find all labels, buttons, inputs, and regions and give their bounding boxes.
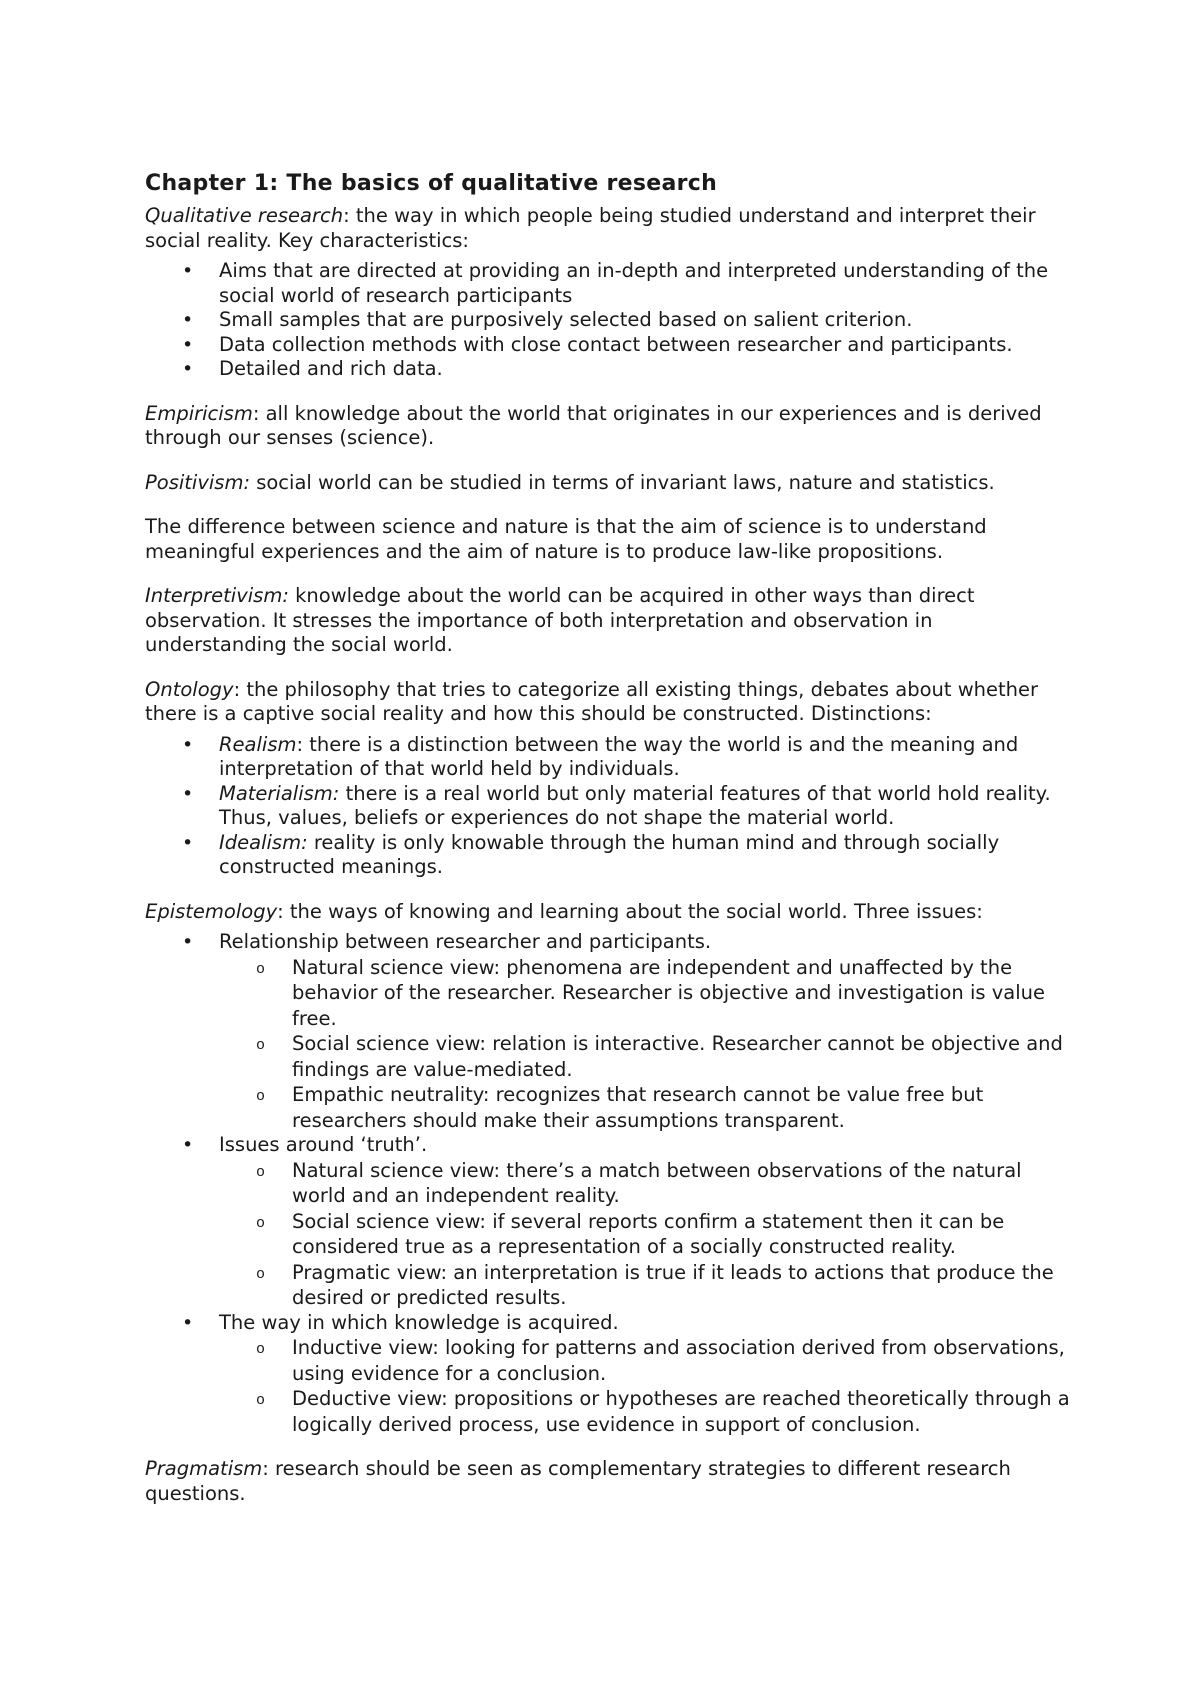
list-item: • Data collection methods with close contact between researcher and participants. bbox=[145, 333, 1075, 358]
interpretivism-definition: Interpretivism: knowledge about the world can be acquired in other ways than direct observation. It stresses the importance of both interpretation and observation in understanding the social world. bbox=[145, 584, 975, 656]
list-item: • Idealism: reality is only knowable through the human mind and through socially constructed meanings. bbox=[145, 831, 1075, 880]
ontology-definition: Ontology: the philosophy that tries to categorize all existing things, debates about whether there is a captive social reality and how this should be constructed. Distinctions: bbox=[145, 677, 1039, 725]
list-item: • The way in which knowledge is acquired. o Inductive view: looking for patterns and association derived from observations, using evidence for a conclusion. o Deductive view: propositions or hypotheses are reached theoretically through a logically derived process, use evidence in support of conclusion. bbox=[145, 1311, 1075, 1438]
chapter-title: Chapter 1: The basics of qualitative research bbox=[145, 171, 718, 196]
sub-list-item: o Social science view: relation is interactive. Researcher cannot be objective and findings are value-mediated. bbox=[145, 1031, 1075, 1082]
qualitative-characteristics-list bbox=[145, 259, 1075, 382]
sub-list-item: o Pragmatic view: an interpretation is true if it leads to actions that produce the desired or predicted results. bbox=[145, 1260, 1075, 1311]
positivism-definition: Positivism: social world can be studied in terms of invariant laws, nature and statistics. bbox=[145, 470, 995, 494]
term-positivism: Positivism: bbox=[145, 470, 251, 494]
epistemology-definition: Epistemology: the ways of knowing and learning about the social world. Three issues: bbox=[145, 899, 983, 923]
sub-list-item: o Natural science view: phenomena are independent and unaffected by the behavior of the researcher. Researcher is objective and investigation is value free. bbox=[145, 955, 1075, 1032]
document-page bbox=[145, 170, 1075, 1526]
sub-list-item: o Empathic neutrality: recognizes that research cannot be value free but researchers should make their assumptions transparent. bbox=[145, 1082, 1075, 1133]
science-nature-difference: The difference between science and nature is that the aim of science is to understand meaningful experiences and the aim of nature is to produce law-like propositions. bbox=[145, 515, 987, 563]
list-item: • Aims that are directed at providing an in-depth and interpreted understanding of the social world of research participants bbox=[145, 259, 1075, 308]
list-item: • Issues around ‘truth’. o Natural science view: there’s a match between observations of the natural world and an independent reality. o Social science view: if several reports confirm a statement then it can be considered true as a representation of a socially constructed reality. o Pragmatic view: an interpretation is true if it leads to actions that produce the desired or predicted results. bbox=[145, 1133, 1075, 1311]
sub-list bbox=[145, 955, 1075, 1134]
empiricism-definition: Empiricism: all knowledge about the world that originates in our experiences and is derived through our senses (science). bbox=[145, 401, 1042, 449]
pragmatism-definition: Pragmatism: research should be seen as complementary strategies to different research questions. bbox=[145, 1457, 1011, 1505]
list-item: • Relationship between researcher and participants. o Natural science view: phenomena are independent and unaffected by the behavior of the researcher. Researcher is objective and investigation is value free. o Social science view: relation is interactive. Researcher cannot be objective and findings are value-mediated. o Empathic neutrality: recognizes that research cannot be value free but researchers should make their assumptions transparent. bbox=[145, 930, 1075, 1133]
list-item: • Realism: there is a distinction between the way the world is and the meaning and interpretation of that world held by individuals. bbox=[145, 733, 1075, 782]
epistemology-issues-list bbox=[145, 930, 1075, 1437]
term-pragmatism: Pragmatism bbox=[145, 1457, 263, 1480]
term-ontology: Ontology bbox=[145, 677, 234, 701]
term-epistemology: Epistemology bbox=[145, 899, 278, 923]
sub-list-item: o Natural science view: there’s a match between observations of the natural world and an independent reality. bbox=[145, 1158, 1075, 1209]
list-item: • Detailed and rich data. bbox=[145, 357, 1075, 382]
qualitative-definition: Qualitative research: the way in which people being studied understand and interpret their social reality. Key characteristics: bbox=[145, 204, 1036, 252]
sub-list bbox=[145, 1335, 1075, 1437]
sub-list bbox=[145, 1158, 1075, 1311]
sub-list-item: o Social science view: if several reports confirm a statement then it can be considered true as a representation of a socially constructed reality. bbox=[145, 1209, 1075, 1260]
term-qualitative-research: Qualitative research bbox=[145, 204, 344, 227]
sub-list-item: o Inductive view: looking for patterns and association derived from observations, using evidence for a conclusion. bbox=[145, 1335, 1075, 1386]
sub-list-item: o Deductive view: propositions or hypotheses are reached theoretically through a logically derived process, use evidence in support of conclusion. bbox=[145, 1386, 1075, 1437]
ontology-distinctions-list bbox=[145, 733, 1075, 880]
list-item: • Small samples that are purposively selected based on salient criterion. bbox=[145, 308, 1075, 333]
term-interpretivism: Interpretivism: bbox=[145, 584, 289, 607]
list-item: • Materialism: there is a real world but only material features of that world hold reality. Thus, values, beliefs or experiences do not shape the material world. bbox=[145, 782, 1075, 831]
term-empiricism: Empiricism bbox=[145, 401, 253, 425]
